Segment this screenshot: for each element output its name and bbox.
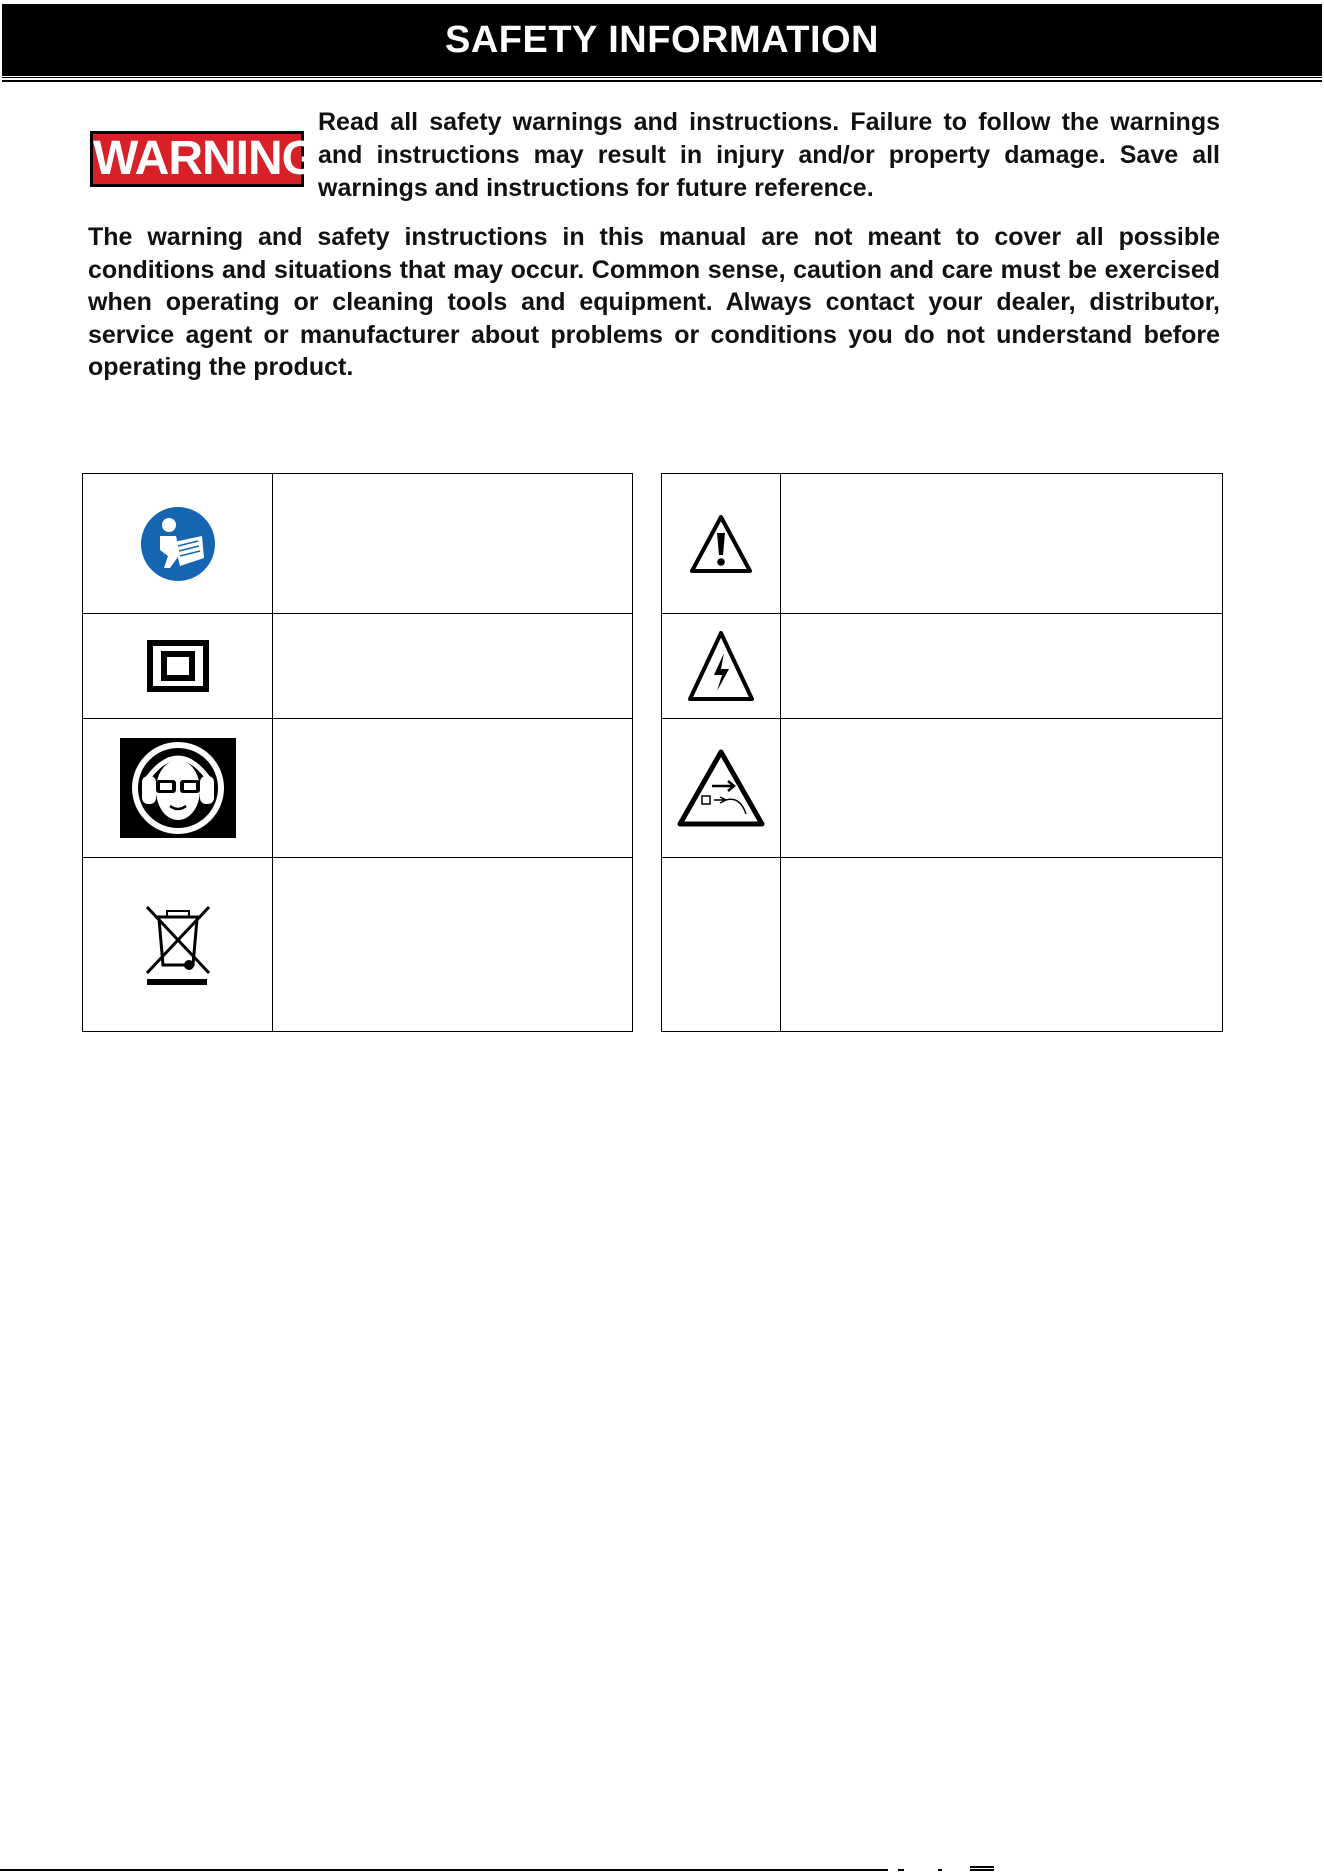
symbols-table-right — [661, 473, 1223, 1032]
intro-paragraph: The warning and safety instructions in this manual are not meant to cover all possible conditions and situations that may occur. Common sense, caution and care must be exercised when operating or cleaning tools and equipment. Always contact your dealer, distributor, service agent or manufacturer about problems or conditions you do not understand before operating the product. — [88, 223, 1220, 381]
icon-cell — [83, 614, 273, 719]
symbol-description — [273, 474, 633, 614]
icon-cell — [83, 719, 273, 858]
page-title: SAFETY INFORMATION — [444, 18, 880, 61]
weee-disposal-icon — [141, 903, 215, 987]
warning-badge: WARNING — [90, 131, 304, 187]
header-rule-bottom — [2, 80, 1322, 82]
header-rule-top — [2, 77, 1322, 78]
icon-cell — [662, 719, 781, 858]
icon-cell — [662, 858, 781, 1032]
electric-shock-warning-icon — [686, 629, 756, 703]
icon-cell — [662, 474, 781, 614]
icon-cell — [83, 858, 273, 1032]
icon-cell — [83, 474, 273, 614]
symbol-description — [273, 614, 633, 719]
symbol-description — [781, 719, 1223, 858]
table-row — [662, 614, 1223, 719]
symbols-table-left — [82, 473, 633, 1032]
double-insulation-icon — [147, 640, 209, 692]
table-row — [662, 719, 1223, 858]
symbol-description — [273, 858, 633, 1032]
table-row — [83, 474, 633, 614]
table-row — [662, 858, 1223, 1032]
table-row — [83, 719, 633, 858]
symbol-description — [781, 614, 1223, 719]
read-manual-icon — [140, 506, 216, 582]
table-row — [83, 858, 633, 1032]
footer-marks — [878, 1866, 1008, 1872]
unplug-before-service-icon — [676, 748, 766, 828]
icon-cell — [662, 614, 781, 719]
general-warning-icon — [688, 513, 754, 575]
symbol-description — [781, 858, 1223, 1032]
symbol-description — [781, 474, 1223, 614]
footer-rule — [0, 1869, 878, 1871]
ear-eye-protection-icon — [120, 738, 236, 838]
symbol-description — [273, 719, 633, 858]
table-row — [662, 474, 1223, 614]
page-header — [2, 4, 1322, 76]
warning-text: Read all safety warnings and instructions. Failure to follow the warnings and instructions may result in injury and/or property damage. Save all warnings and instructions for future reference. — [318, 108, 1220, 202]
table-row — [83, 614, 633, 719]
